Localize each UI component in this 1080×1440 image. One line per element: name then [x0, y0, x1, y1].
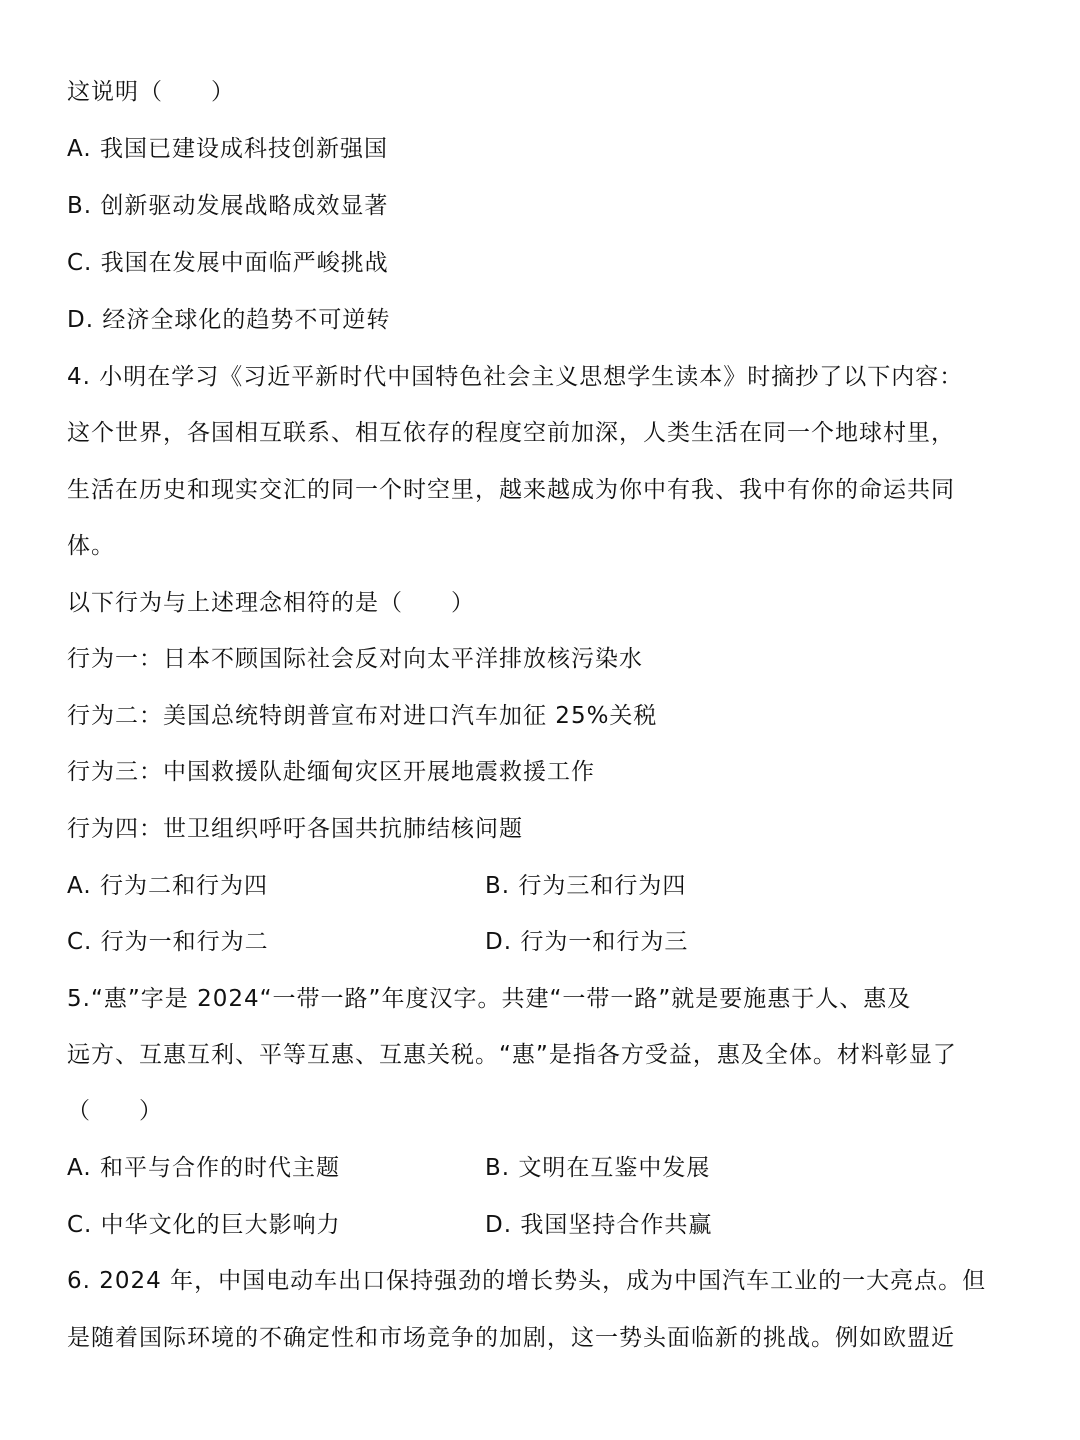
q4-option-d: D. 行为一和行为三: [485, 929, 689, 955]
q4-behavior-4: 行为四：世卫组织呼吁各国共抗肺结核问题: [67, 816, 523, 842]
q3-option-c: C. 我国在发展中面临严峻挑战: [67, 250, 389, 276]
q5-option-b: B. 文明在互鉴中发展: [485, 1155, 711, 1181]
q5-stem-line-2: 远方、互惠互利、平等互惠、互惠关税。“惠”是指各方受益，惠及全体。材料彰显了: [67, 1042, 957, 1068]
q4-stem-line-1: 4. 小明在学习《习近平新时代中国特色社会主义思想学生读本》时摘抄了以下内容：: [67, 364, 964, 390]
q6-stem-line-2: 是随着国际环境的不确定性和市场竞争的加剧，这一势头面临新的挑战。例如欧盟近: [67, 1325, 955, 1351]
q4-options-row-2: [67, 922, 1027, 962]
q4-behavior-1: 行为一：日本不顾国际社会反对向太平洋排放核污染水: [67, 646, 643, 672]
q4-option-c: C. 行为一和行为二: [67, 929, 269, 955]
q6-stem-line-1: 6. 2024 年，中国电动车出口保持强劲的增长势头，成为中国汽车工业的一大亮点。但: [67, 1268, 987, 1294]
q5-option-a: A. 和平与合作的时代主题: [67, 1155, 340, 1181]
q4-option-b: B. 行为三和行为四: [485, 873, 687, 899]
q3-option-d: D. 经济全球化的趋势不可逆转: [67, 307, 391, 333]
q5-options-row-1: [67, 1148, 1027, 1188]
q4-option-a: A. 行为二和行为四: [67, 873, 268, 899]
q3-option-a: A. 我国已建设成科技创新强国: [67, 136, 388, 162]
q4-behavior-3: 行为三：中国救援队赴缅甸灾区开展地震救援工作: [67, 759, 595, 785]
q3-option-b: B. 创新驱动发展战略成效显著: [67, 193, 389, 219]
q5-stem-line-3: （ ）: [67, 1098, 163, 1124]
q3-stem-tail: 这说明（ ）: [67, 79, 235, 105]
q5-option-d: D. 我国坚持合作共赢: [485, 1212, 713, 1238]
q5-option-c: C. 中华文化的巨大影响力: [67, 1212, 341, 1238]
q4-stem-line-3: 生活在历史和现实交汇的同一个时空里，越来越成为你中有我、我中有你的命运共同: [67, 477, 955, 503]
q4-behavior-2: 行为二：美国总统特朗普宣布对进口汽车加征 25%关税: [67, 703, 658, 729]
q4-options-row-1: [67, 866, 1027, 906]
q4-stem-line-4: 体。: [67, 533, 115, 559]
q4-prompt: 以下行为与上述理念相符的是（ ）: [67, 590, 475, 616]
q5-stem-line-1: 5.“惠”字是 2024“一带一路”年度汉字。共建“一带一路”就是要施惠于人、惠及: [67, 986, 912, 1012]
q4-stem-line-2: 这个世界，各国相互联系、相互依存的程度空前加深，人类生活在同一个地球村里，: [67, 420, 955, 446]
q5-options-row-2: [67, 1205, 1027, 1245]
